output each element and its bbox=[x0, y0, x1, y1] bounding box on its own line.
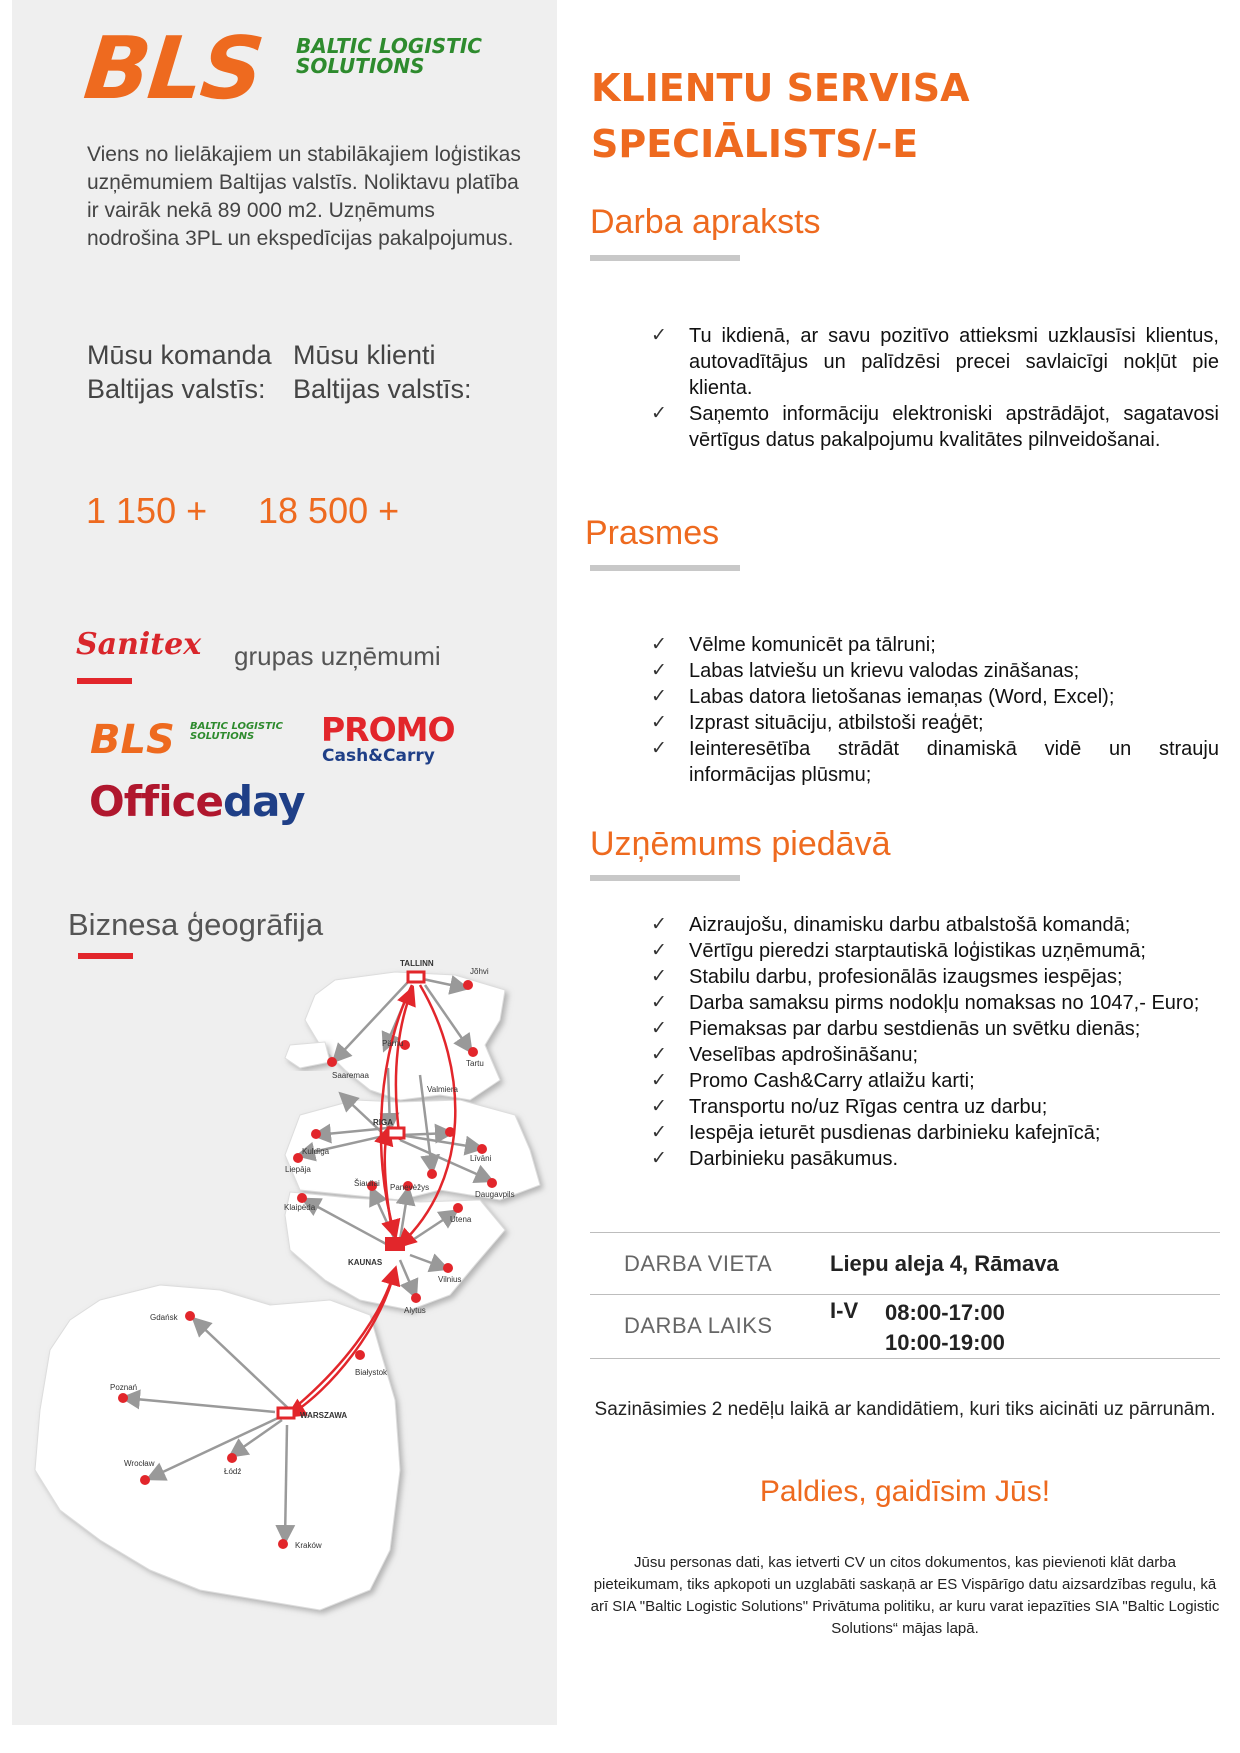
bls-company-tagline-2: SOLUTIONS bbox=[190, 731, 255, 742]
label-klaipeda: Klaipėda bbox=[284, 1203, 316, 1212]
hours-shift-2: 10:00-19:00 bbox=[885, 1330, 1005, 1355]
stat-clients-label-2: Baltijas valstīs: bbox=[293, 374, 472, 404]
bls-company-logo: BLS bbox=[90, 717, 175, 763]
pin-lodz bbox=[227, 1453, 237, 1463]
pin-daugavpils bbox=[487, 1178, 497, 1188]
label-wroclaw: Wrocław bbox=[124, 1459, 155, 1468]
label-tallinn: TALLINN bbox=[400, 959, 434, 968]
stat-clients-label bbox=[293, 338, 472, 406]
officeday-logo bbox=[89, 777, 305, 826]
offer-list bbox=[651, 912, 1219, 1172]
saaremaa-shape bbox=[285, 1042, 330, 1068]
officeday-logo-part1: Office bbox=[89, 777, 224, 826]
tagline-line-2: SOLUTIONS bbox=[296, 54, 425, 78]
pin-saaremaa bbox=[327, 1057, 337, 1067]
group-underline bbox=[77, 678, 132, 684]
pin-gdansk bbox=[185, 1311, 195, 1321]
list-item: ✓ Saņemto informāciju elektroniski apstrādājot, sagatavosi vērtīgus datus pakalpojumu kvalitātes pilnveidošanai. bbox=[651, 401, 1219, 453]
stat-team-label bbox=[87, 338, 272, 406]
stat-clients-label-1: Mūsu klienti bbox=[293, 340, 436, 370]
section-heading-job-description: Darba apraksts bbox=[590, 203, 821, 241]
section-underline bbox=[590, 565, 740, 571]
hub-riga bbox=[388, 1128, 404, 1138]
list-item: ✓ Vēlme komunicēt pa tālruni; bbox=[651, 632, 1219, 658]
label-bialystok: Białystok bbox=[355, 1368, 388, 1377]
bls-logo-tagline bbox=[296, 36, 482, 76]
label-valmiera: Valmiera bbox=[427, 1085, 458, 1094]
pin-poznan bbox=[118, 1393, 128, 1403]
job-title bbox=[591, 60, 969, 172]
tagline-line-1: BALTIC LOGISTIC bbox=[296, 34, 482, 58]
label-tartu: Tartu bbox=[466, 1059, 484, 1068]
label-livani: Līvāni bbox=[470, 1154, 492, 1163]
company-intro: Viens no lielākajiem un stabilākajiem loģistikas uzņēmumiem Baltijas valstīs. Noliktavu platība ir vairāk nekā 89 000 m2. Uzņēmums nodrošina 3PL un ekspedīcijas pakalpojumus. bbox=[87, 143, 521, 250]
section-underline bbox=[590, 875, 740, 881]
section-underline bbox=[590, 255, 740, 261]
label-alytus: Alytus bbox=[404, 1306, 426, 1315]
label-parnu: Pärnu bbox=[382, 1039, 404, 1048]
job-title-line-2: SPECIĀLISTS/-E bbox=[591, 122, 919, 166]
label-kaunas: KAUNAS bbox=[348, 1258, 383, 1267]
pin-kuldiga bbox=[311, 1129, 321, 1139]
list-item: ✓ Tu ikdienā, ar savu pozitīvo attieksmi uzklausīsi klientus, autovadītājus un palīdzēsi precei savlaicīgi nokļūt pie klienta. bbox=[651, 323, 1219, 401]
label-saaremaa: Saaremaa bbox=[332, 1071, 369, 1080]
info-divider bbox=[590, 1294, 1220, 1295]
list-item: ✓ Aizraujošu, dinamisku darbu atbalstošā komandā; bbox=[651, 912, 1219, 938]
geo-heading: Biznesa ģeogrāfija bbox=[68, 907, 324, 942]
pin-valmiera-area bbox=[427, 1169, 437, 1179]
hours-shift-1: 08:00-17:00 bbox=[885, 1300, 1005, 1325]
officeday-logo-part2: day bbox=[223, 777, 305, 826]
pin-vilnius bbox=[443, 1263, 453, 1273]
pin-valmiera bbox=[445, 1127, 455, 1137]
label-gdansk: Gdańsk bbox=[150, 1313, 178, 1322]
job-title-line-1: KLIENTU SERVISA bbox=[591, 66, 970, 110]
job-description-list bbox=[651, 323, 1219, 453]
hours-label: DARBA LAIKS bbox=[624, 1313, 773, 1338]
bls-logo: BLS bbox=[79, 19, 267, 119]
stat-team-value: 1 150 + bbox=[86, 490, 208, 531]
list-item: ✓ Darba samaksu pirms nodokļu nomaksas no 1047,- Euro; bbox=[651, 990, 1219, 1016]
list-item: ✓ Vērtīgu pieredzi starptautiskā loģistikas uzņēmumā; bbox=[651, 938, 1219, 964]
pin-bialystok bbox=[355, 1350, 365, 1360]
hub-tallinn bbox=[408, 972, 424, 982]
list-item: ✓ Ieinteresētība strādāt dinamiskā vidē un strauju informācijas plūsmu; bbox=[651, 736, 1219, 788]
stat-clients-value: 18 500 + bbox=[258, 490, 400, 531]
pin-wroclaw bbox=[140, 1475, 150, 1485]
label-warszawa: WARSZAWA bbox=[300, 1411, 348, 1420]
sanitex-logo: Sanitex bbox=[76, 627, 202, 662]
hub-kaunas bbox=[385, 1237, 405, 1251]
stat-team-label-1: Mūsu komanda bbox=[87, 340, 272, 370]
thanks-message: Paldies, gaidīsim Jūs! bbox=[759, 1475, 1051, 1508]
pin-krakow bbox=[278, 1539, 288, 1549]
bls-company-tagline bbox=[190, 722, 283, 742]
list-item: ✓ Darbinieku pasākumus. bbox=[651, 1146, 1219, 1172]
bls-company-tagline-1: BALTIC LOGISTIC bbox=[190, 721, 283, 732]
pin-tartu bbox=[468, 1047, 478, 1057]
stat-team-label-2: Baltijas valstīs: bbox=[87, 374, 266, 404]
label-daugavpils: Daugavpils bbox=[475, 1190, 515, 1199]
info-divider bbox=[590, 1358, 1220, 1359]
pin-livani bbox=[477, 1144, 487, 1154]
business-geography-map bbox=[0, 950, 557, 1650]
list-item: ✓ Izprast situāciju, atbilstoši reaģēt; bbox=[651, 710, 1219, 736]
label-liepaja: Liepāja bbox=[285, 1165, 311, 1174]
list-item: ✓ Stabilu darbu, profesionālās izaugsmes iespējas; bbox=[651, 964, 1219, 990]
label-poznan: Poznań bbox=[110, 1383, 138, 1392]
list-item: ✓ Labas datora lietošanas iemaņas (Word, Excel); bbox=[651, 684, 1219, 710]
pin-alytus bbox=[411, 1293, 421, 1303]
group-companies-label: grupas uzņēmumi bbox=[234, 641, 441, 671]
list-item: ✓ Piemaksas par darbu sestdienās un svētku dienās; bbox=[651, 1016, 1219, 1042]
pin-utena bbox=[453, 1203, 463, 1213]
label-panevezys: Panevėžys bbox=[390, 1183, 430, 1192]
label-riga: RIGA bbox=[373, 1118, 393, 1127]
hub-warszawa bbox=[278, 1408, 294, 1418]
label-johvi: Jõhvi bbox=[470, 967, 489, 976]
label-kuldiga: Kuldīga bbox=[302, 1147, 330, 1156]
pin-klaipeda bbox=[297, 1193, 307, 1203]
privacy-notice: Jūsu personas dati, kas ietverti CV un citos dokumentos, kas pievienoti klāt darba pieteikumam, tiks apkopoti un uzglabāti saskaņā ar ES Vispārīgo datu aizsardzības regulu, kā arī SIA "Baltic Logistic Solutions" Privātuma politiku, ar kuru varat iepazīties SIA "Baltic Logistic Solutions“ mājas lapā. bbox=[590, 1554, 1220, 1637]
promo-logo: PROMO bbox=[321, 710, 455, 749]
list-item: ✓ Labas latviešu un krievu valodas zināšanas; bbox=[651, 658, 1219, 684]
contact-note: Sazināsimies 2 nedēļu laikā ar kandidātiem, kuri tiks aicināti uz pārrunām. bbox=[594, 1399, 1216, 1420]
promo-logo-sub: Cash&Carry bbox=[322, 746, 435, 766]
label-krakow: Kraków bbox=[295, 1541, 322, 1550]
list-item: ✓ Iespēja ieturēt pusdienas darbinieku kafejnīcā; bbox=[651, 1120, 1219, 1146]
pin-johvi bbox=[463, 980, 473, 990]
hours-days: I-V bbox=[830, 1298, 859, 1323]
label-lodz: Łódź bbox=[224, 1467, 242, 1476]
list-item: ✓ Promo Cash&Carry atlaižu karti; bbox=[651, 1068, 1219, 1094]
label-vilnius: Vilnius bbox=[438, 1275, 462, 1284]
section-heading-offer: Uzņēmums piedāvā bbox=[590, 825, 891, 863]
skills-list bbox=[651, 632, 1219, 788]
label-utena: Utena bbox=[450, 1215, 472, 1224]
list-item: ✓ Transportu no/uz Rīgas centra uz darbu; bbox=[651, 1094, 1219, 1120]
info-divider bbox=[590, 1232, 1220, 1233]
list-item: ✓ Veselības apdrošināšanu; bbox=[651, 1042, 1219, 1068]
workplace-value: Liepu aleja 4, Rāmava bbox=[830, 1251, 1059, 1276]
estonia-shape bbox=[305, 972, 505, 1100]
workplace-label: DARBA VIETA bbox=[624, 1251, 773, 1276]
section-heading-skills: Prasmes bbox=[585, 514, 720, 552]
label-siauliai: Šiauliai bbox=[354, 1179, 380, 1188]
